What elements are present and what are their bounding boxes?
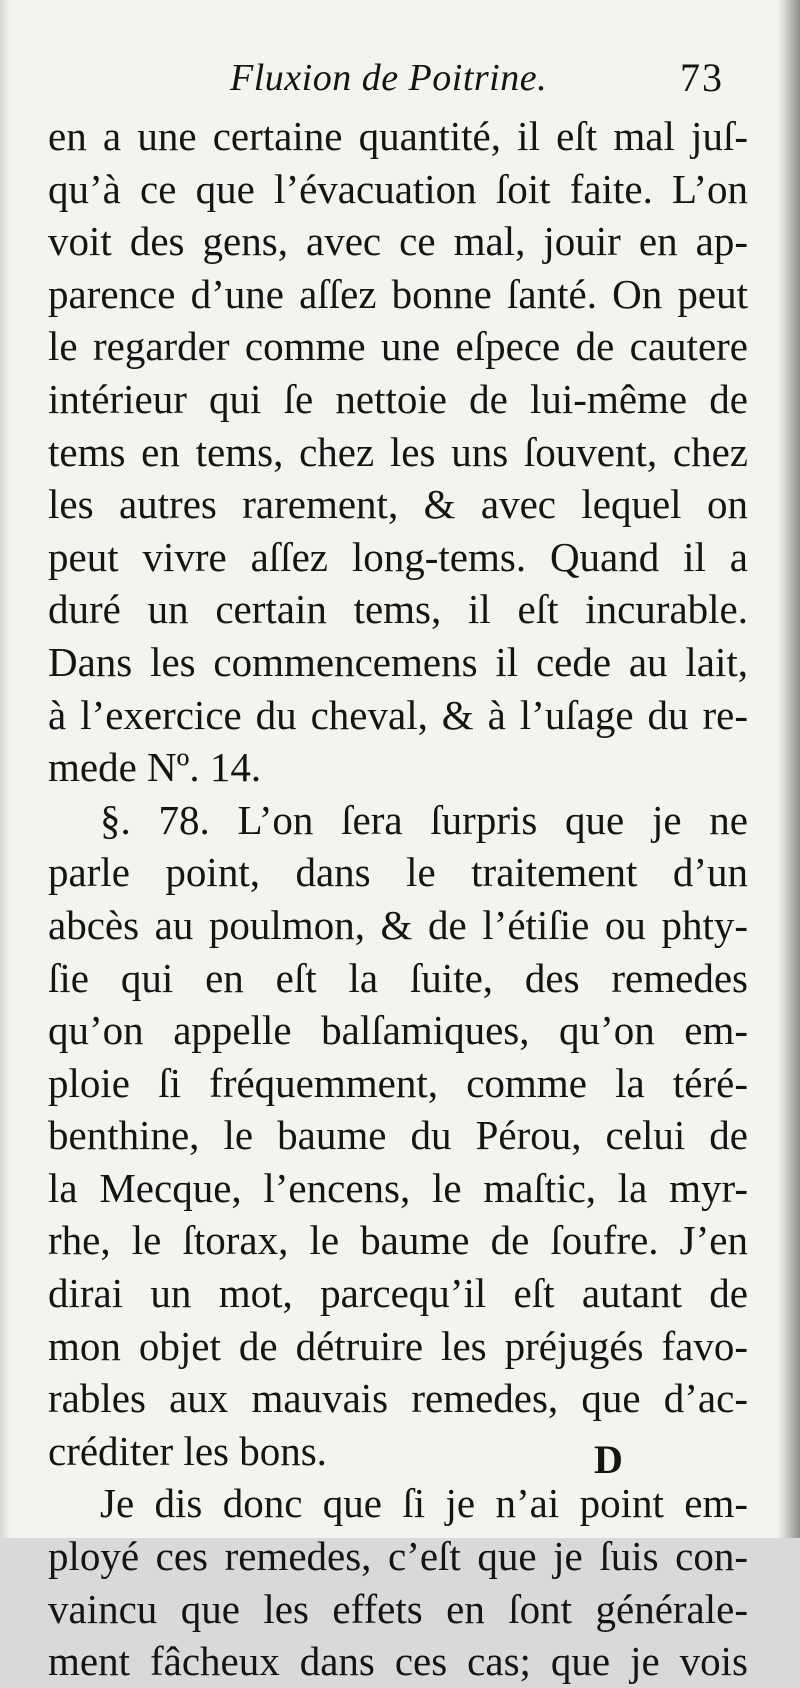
paragraph-first-line: Je dis donc que ſi je n’ai point em- — [100, 1480, 748, 1527]
text-line: intérieur qui ſe nettoie de lui-même de — [48, 375, 748, 422]
text-line: parle point, dans le traitement d’un — [48, 849, 748, 896]
text-line: peut vivre aſſez long-tems. Quand il a — [48, 533, 748, 580]
text-line: dirai un mot, parcequ’il eſt autant de — [48, 1270, 748, 1317]
text-line: ployé ces remedes, c’eſt que je ſuis con- — [48, 1533, 748, 1580]
text-line: ment fâcheux dans ces cas; que je vois — [48, 1638, 748, 1685]
text-line: ploie ſi fréquemment, comme la téré- — [48, 1059, 748, 1106]
text-line: qu’à ce que l’évacuation ſoit faite. L’on — [48, 165, 748, 212]
text-line: abcès au poulmon, & de l’étiſie ou phty- — [48, 901, 748, 948]
text-line: en a une certaine quantité, il eſt mal juſ- — [48, 113, 748, 159]
text-line: ſie qui en eſt la ſuite, des remedes — [48, 954, 748, 1001]
text-line: benthine, le baume du Pérou, celui de — [48, 1112, 748, 1159]
text-line: tems en tems, chez les uns ſouvent, chez — [48, 428, 748, 475]
text-line: duré un certain tems, il eſt incurable. — [48, 586, 748, 633]
text-line: la Mecque, l’encens, le maſtic, la myr- — [48, 1164, 748, 1211]
signature-mark: D — [594, 1437, 623, 1482]
text-line: à l’exercice du cheval, & à l’uſage du re- — [48, 691, 748, 738]
body-text — [48, 110, 748, 1688]
text-line: vaincu que les effets en ſont générale- — [48, 1585, 748, 1632]
text-line: les autres rarement, & avec lequel on — [48, 481, 748, 528]
text-line: Dans les commencemens il cede au lait, — [48, 638, 748, 685]
running-title: Fluxion de Poitrine. — [230, 57, 548, 99]
text-line: parence d’une aſſez bonne ſanté. On peut — [48, 270, 748, 317]
section-78-first-line: §. 78. L’on ſera ſurpris que je ne — [100, 796, 748, 843]
text-line: voit des gens, avec ce mal, jouir en ap- — [48, 218, 748, 265]
paragraph-end-line: créditer les bons. — [48, 1427, 327, 1474]
text-line: rhe, le ſtorax, le baume de ſoufre. J’en — [48, 1217, 748, 1264]
text-line: mon objet de détruire les préjugés favo- — [48, 1322, 748, 1369]
page-left-edge — [0, 0, 10, 1538]
page-number: 73 — [680, 55, 724, 100]
text-line: qu’on appelle balſamiques, qu’on em- — [48, 1007, 748, 1054]
text-line: rables aux mauvais remedes, que d’ac- — [48, 1375, 748, 1422]
page-header — [48, 50, 748, 110]
text-line: le regarder comme une eſpece de cautere — [48, 323, 748, 370]
page-right-edge-shadow — [778, 0, 800, 1538]
paragraph-end-line: mede Nº. 14. — [48, 744, 262, 791]
